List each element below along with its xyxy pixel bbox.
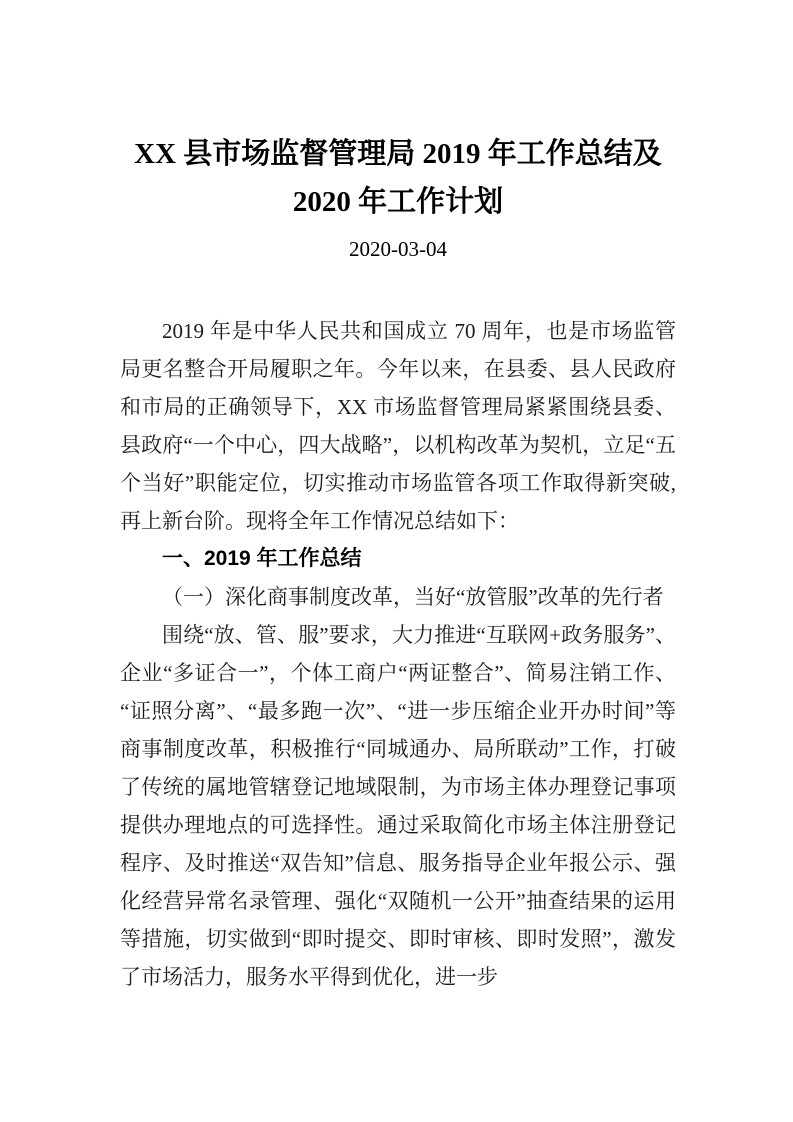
document-body (120, 312, 676, 996)
body-paragraph: 2019 年是中华人民共和国成立 70 周年，也是市场监管局更名整合开局履职之年。今年以来，在县委、县人民政府和市局的正确领导下，XX 市场监督管理局紧紧围绕县委、县政府“一个中心，四大战略”，以机构改革为契机，立足“五个当好”职能定位，切实推动市场监管各项工作取得新突破,再上新台阶。现将全年工作情况总结如下： (120, 319, 676, 533)
subsection-heading: （一）深化商事制度改革，当好“放管服”改革的先行者 (162, 585, 664, 609)
section-heading: 一、2019 年工作总结 (162, 547, 362, 570)
body-paragraph: 围绕“放、管、服”要求，大力推进“互联网+政务服务”、企业“多证合一”，个体工商户“两证整合”、简易注销工作、“证照分离”、“最多跑一次”、“进一步压缩企业开办时间”等商事制度改革，积极推行“同城通办、局所联动”工作，打破了传统的属地管辖登记地域限制，为市场主体办理登记事项提供办理地点的可选择性。通过采取简化市场主体注册登记程序、及时推送“双告知”信息、服务指导企业年报公示、强化经营异常名录管理、强化“双随机一公开”抽查结果的运用等措施，切实做到“即时提交、即时审核、即时发照”，激发了市场活力，服务水平得到优化，进一步 (120, 623, 676, 989)
document-date: 2020-03-04 (349, 237, 447, 261)
document-title: XX 县市场监督管理局 2019 年工作总结及 2020 年工作计划 (134, 138, 662, 218)
